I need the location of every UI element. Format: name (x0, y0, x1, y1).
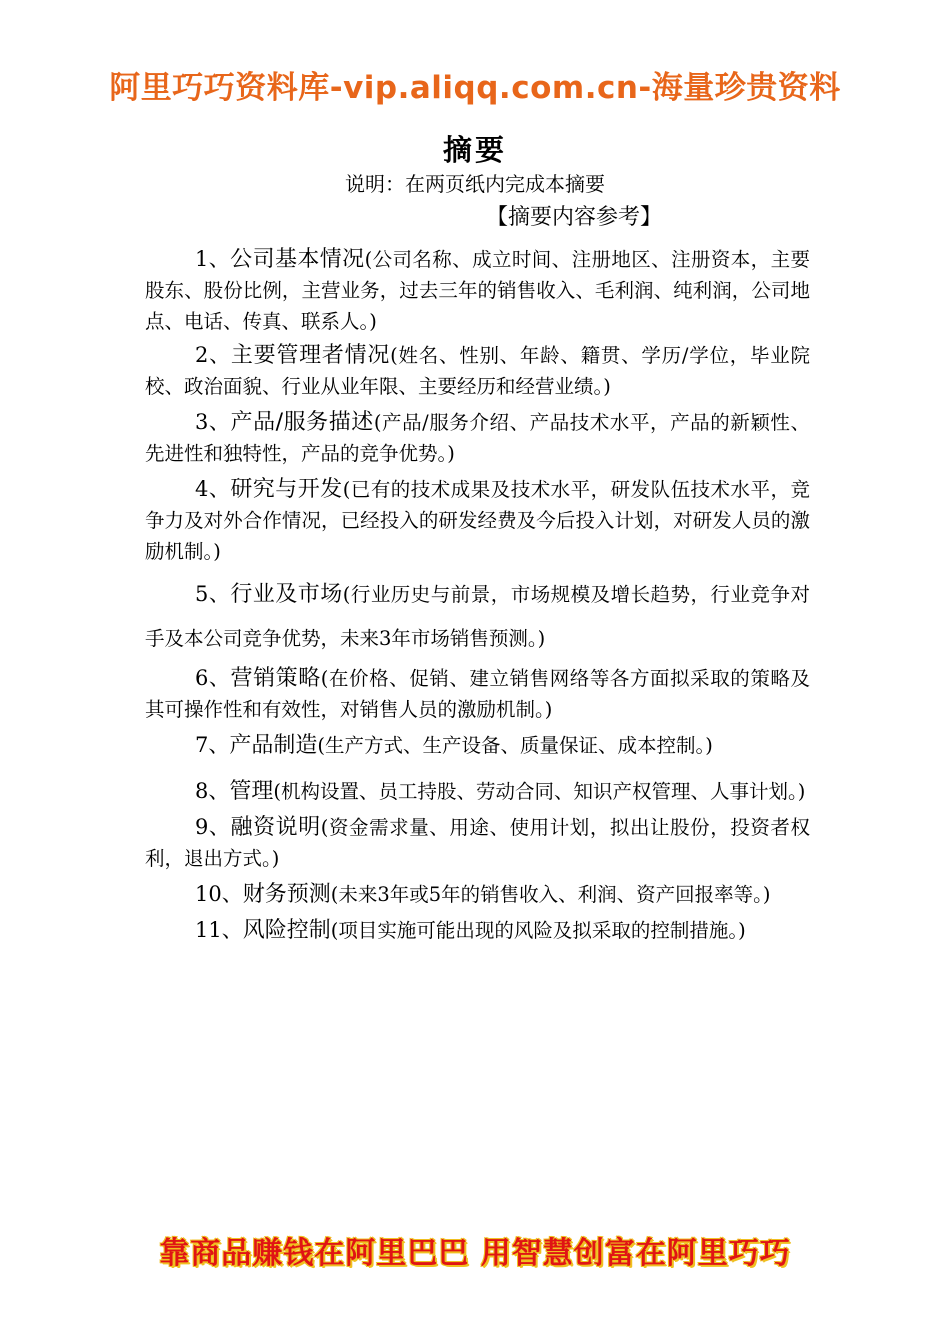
item-heading: 主要管理者情况 (230, 343, 391, 368)
item-detail: (项目实施可能出现的风险及拟采取的控制措施。) (330, 919, 746, 942)
summary-item-marketing (145, 663, 810, 725)
item-heading: 风险控制 (242, 918, 331, 943)
item-detail: (公司名称、成立时间、注册地区、注册资本，主要股东、股份比例，主营业务，过去三年的销售收入、毛利润、纯利润，公司地点、电话、传真、联系人。) (145, 248, 810, 333)
item-detail: (产品/服务介绍、产品技术水平，产品的新颖性、先进性和独特性，产品的竞争优势。) (145, 411, 810, 465)
item-heading: 公司基本情况 (230, 247, 365, 272)
item-detail: (已有的技术成果及技术水平，研发队伍技术水平，竞争力及对外合作情况，已经投入的研发经费及今后投入计划，对研发人员的激励机制。) (145, 478, 810, 563)
item-heading: 行业及市场 (230, 582, 343, 607)
summary-item-company-info (145, 244, 810, 337)
summary-item-management (145, 340, 810, 402)
item-detail: (生产方式、生产设备、质量保证、成本控制。) (317, 734, 713, 757)
summary-item-list (145, 244, 810, 946)
summary-item-research-development (145, 474, 810, 567)
item-heading: 产品制造 (229, 733, 318, 758)
item-number: 1、 (195, 247, 231, 271)
item-heading: 财务预测 (242, 882, 331, 907)
item-heading: 产品/服务描述 (230, 410, 374, 435)
summary-item-financing (145, 812, 810, 874)
item-number: 7、 (195, 733, 230, 757)
summary-item-industry-market (145, 572, 810, 661)
header-banner: 阿里巧巧资料库-vip.aliqq.com.cn-海量珍贵资料 (109, 70, 841, 106)
item-number: 8、 (195, 779, 230, 803)
item-number: 4、 (195, 477, 231, 501)
summary-item-product-service (145, 407, 810, 469)
item-detail: (机构设置、员工持股、劳动合同、知识产权管理、人事计划。) (273, 780, 806, 803)
item-number: 2、 (195, 343, 231, 367)
page-title: 摘要 (442, 133, 507, 167)
item-number: 9、 (195, 815, 231, 839)
item-detail: (行业历史与前景，市场规模及增长趋势，行业竞争对手及本公司竞争优势，未来3年市场销售预测。) (145, 583, 810, 650)
item-detail: (姓名、性别、年龄、籍贯、学历/学位，毕业院校、政治面貌、行业从业年限、主要经历和经营业绩。) (145, 344, 810, 398)
item-number: 11、 (195, 918, 243, 942)
item-detail: (资金需求量、用途、使用计划，拟出让股份，投资者权利，退出方式。) (145, 816, 810, 870)
item-number: 10、 (195, 882, 243, 906)
item-detail: (未来3年或5年的销售收入、利润、资产回报率等。) (330, 883, 771, 906)
item-heading: 融资说明 (230, 815, 321, 840)
item-heading: 营销策略 (230, 666, 321, 691)
item-number: 3、 (195, 410, 231, 434)
summary-item-manufacturing (145, 730, 810, 761)
instruction-note: 说明：在两页纸内完成本摘要 (345, 172, 605, 196)
summary-item-risk-control (145, 915, 810, 946)
item-number: 5、 (195, 582, 231, 606)
item-number: 6、 (195, 666, 231, 690)
footer-banner: 靠商品赚钱在阿里巴巴 用智慧创富在阿里巧巧 (159, 1236, 791, 1271)
item-heading: 研究与开发 (230, 477, 343, 502)
summary-item-financial-forecast (145, 879, 810, 910)
summary-item-management-structure (145, 776, 810, 807)
item-heading: 管理 (229, 779, 274, 804)
reference-heading: 【摘要内容参考】 (486, 205, 663, 230)
item-detail: (在价格、促销、建立销售网络等各方面拟采取的策略及其可操作性和有效性，对销售人员的激励机制。) (145, 667, 810, 721)
